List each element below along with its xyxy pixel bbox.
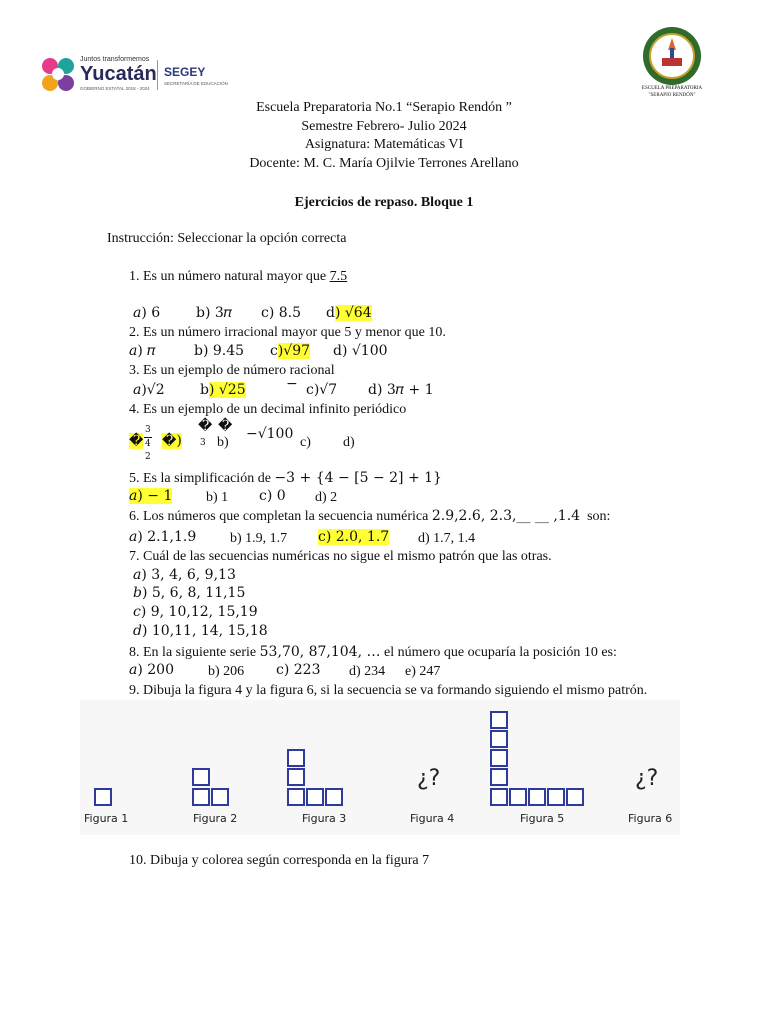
- question-4: 4. Es un ejemplo de un decimal infinito periódico: [129, 402, 407, 417]
- q4-option-c: c): [300, 435, 311, 450]
- question-2: 2. Es un número irracional mayor que 5 y menor que 10.: [129, 325, 446, 340]
- q8-option-c: c) 223: [276, 662, 321, 678]
- page-title: Ejercicios de repaso. Bloque 1: [294, 195, 474, 210]
- yucatan-logo-small: Juntos transformemos: [80, 56, 150, 63]
- teacher: Docente: M. C. María Ojilvie Terrones Arellano: [249, 156, 519, 171]
- question-10: 10. Dibuja y colorea según corresponda en la figura 7: [129, 853, 430, 868]
- q4-option-d: d): [343, 435, 355, 450]
- fig1-square: [94, 788, 112, 806]
- q3-option-b-prefix: b: [200, 382, 209, 398]
- q4-glyph-b: �): [162, 433, 182, 449]
- seal-caption-2: "SERAPIO RENDÓN": [648, 93, 696, 98]
- school-name: Escuela Preparatoria No.1 “Serapio Rendón ”: [256, 100, 512, 115]
- q6-option-b: b) 1.9, 1.7: [230, 531, 288, 546]
- q1-option-c: c) 8.5: [261, 305, 302, 321]
- q3-option-c: c)√7: [306, 382, 338, 398]
- q8-option-a: 𝑎) 200: [129, 662, 174, 678]
- fig5-square: [490, 711, 508, 729]
- question-7: 7. Cuál de las secuencias numéricas no sigue el mismo patrón que las otras.: [129, 549, 552, 564]
- figure-label: Figura 5: [520, 812, 565, 825]
- figure-label: Figura 3: [302, 812, 347, 825]
- fig5-square: [490, 730, 508, 748]
- question-9: 9. Dibuja la figura 4 y la figura 6, si la secuencia se va formando siguiendo el mismo patrón.: [129, 683, 648, 698]
- yucatan-logo-big: Yucatán: [80, 63, 157, 85]
- q4-fraction-bar: [144, 437, 152, 438]
- fig5-square: [490, 749, 508, 767]
- question-5: [129, 469, 442, 488]
- yucatan-logo-sub: GOBIERNO ESTATAL 2018 - 2024: [80, 86, 150, 91]
- figure-label: Figura 4: [410, 812, 455, 825]
- q4-fraction-sub: 2: [145, 452, 151, 462]
- q3-option-d: d) 3𝜋 + 1: [368, 382, 434, 398]
- q8-option-d: d) 234: [349, 664, 386, 679]
- q2-option-b: b) 9.45: [194, 343, 245, 359]
- seal-caption-1: ESCUELA PREPARATORIA: [641, 86, 703, 91]
- q5-option-d: d) 2: [315, 490, 338, 505]
- fig2-square: [211, 788, 229, 806]
- logo-divider: [157, 60, 158, 90]
- fig3-square: [325, 788, 343, 806]
- question-6-son: son:: [587, 509, 611, 524]
- instruction: Instrucción: Seleccionar la opción correcta: [107, 231, 347, 246]
- q5-option-b: b) 1: [206, 490, 229, 505]
- q4-fraction-num: 3: [145, 425, 151, 435]
- q2-option-a: 𝑎) 𝜋: [129, 343, 156, 359]
- yucatan-emblem-icon: [40, 56, 76, 94]
- fig3-square: [287, 788, 305, 806]
- segey-logo-sub: SECRETARÍA DE EDUCACIÓN: [164, 81, 228, 86]
- q3-dash: −: [286, 376, 298, 392]
- figure-label: Figura 2: [193, 812, 238, 825]
- q6-option-a: 𝑎) 2.1,1.9: [129, 529, 197, 545]
- q4-glyph-c1: �: [198, 418, 213, 434]
- q4-glyph-c2: �: [218, 418, 233, 434]
- fig3-square: [287, 749, 305, 767]
- q6-option-d: d) 1.7, 1.4: [418, 531, 476, 546]
- q8-option-b: b) 206: [208, 664, 245, 679]
- q4-fraction-den: 4: [145, 439, 151, 449]
- q2-option-c: [270, 343, 310, 359]
- fig5-square: [566, 788, 584, 806]
- question-1: [129, 268, 347, 286]
- q2-option-c-prefix: c: [270, 343, 278, 359]
- school-seal-icon: [640, 24, 704, 88]
- fig2-square: [192, 788, 210, 806]
- q1-option-d-prefix: d: [326, 305, 335, 321]
- question-1-value: 7.5: [329, 269, 348, 284]
- question-6-text: 6. Los números que completan la secuencia numérica: [129, 509, 432, 524]
- q3-option-b-answer: ) √25: [208, 382, 246, 398]
- fig4-unknown: ¿?: [417, 766, 441, 791]
- q4-option-b: b): [217, 435, 229, 450]
- q1-option-b: b) 3𝜋: [196, 305, 233, 321]
- fig5-square: [490, 788, 508, 806]
- question-8-series: 53,70, 87,104, …: [259, 644, 381, 660]
- q1-option-d-answer: ) √64: [334, 305, 372, 321]
- figure-label: Figura 1: [84, 812, 129, 825]
- q8-option-e: e) 247: [405, 664, 441, 679]
- question-3: 3. Es un ejemplo de número racional: [129, 363, 335, 378]
- yucatan-logo: [40, 56, 228, 96]
- q5-option-a: 𝑎) − 1: [129, 488, 173, 504]
- q7-option-a: 𝑎) 3, 4, 6, 9,13: [133, 567, 236, 583]
- question-1-text: 1. Es un número natural mayor que: [129, 269, 330, 284]
- fig5-square: [547, 788, 565, 806]
- q5-option-c: c) 0: [259, 488, 286, 504]
- fig3-square: [306, 788, 324, 806]
- school-seal: [640, 24, 704, 88]
- q4-c-den: 3: [200, 438, 206, 448]
- question-6: [129, 507, 610, 526]
- fig6-unknown: ¿?: [635, 766, 659, 791]
- q6-option-c: c) 2.0, 1.7: [318, 529, 390, 545]
- question-8: [129, 643, 617, 662]
- question-5-text: 5. Es la simplificación de: [129, 471, 275, 486]
- question-6-seq: 2.9,2.6, 2.3,__ __ ,1.4: [431, 508, 581, 524]
- q4-root: −√100: [246, 426, 294, 442]
- q2-option-d: d) √100: [333, 343, 388, 359]
- q7-option-d: 𝑑) 10,11, 14, 15,18: [133, 623, 268, 639]
- subject: Asignatura: Matemáticas VI: [304, 137, 464, 152]
- fig5-square: [509, 788, 527, 806]
- question-8-text2: el número que ocuparía la posición 10 es:: [380, 645, 617, 660]
- figure-sequence: [80, 700, 680, 835]
- q3-option-b: [200, 382, 246, 398]
- semester: Semestre Febrero- Julio 2024: [301, 119, 467, 134]
- q1-option-a: 𝑎) 6: [133, 305, 161, 321]
- fig5-square: [490, 768, 508, 786]
- figure-label: Figura 6: [628, 812, 673, 825]
- q1-option-d: [326, 305, 372, 321]
- question-5-expr: −3 + {4 − [5 − 2] + 1}: [274, 470, 442, 486]
- q4-glyph-a: �: [129, 433, 144, 449]
- fig5-square: [528, 788, 546, 806]
- fig2-square: [192, 768, 210, 786]
- q7-option-c: 𝑐) 9, 10,12, 15,19: [133, 604, 258, 620]
- segey-logo: SEGEY: [164, 65, 206, 79]
- fig3-square: [287, 768, 305, 786]
- q7-option-b: 𝑏) 5, 6, 8, 11,15: [133, 585, 246, 601]
- question-8-text: 8. En la siguiente serie: [129, 645, 260, 660]
- q2-option-c-answer: )√97: [277, 343, 311, 359]
- q3-option-a: 𝑎)√2: [133, 382, 165, 398]
